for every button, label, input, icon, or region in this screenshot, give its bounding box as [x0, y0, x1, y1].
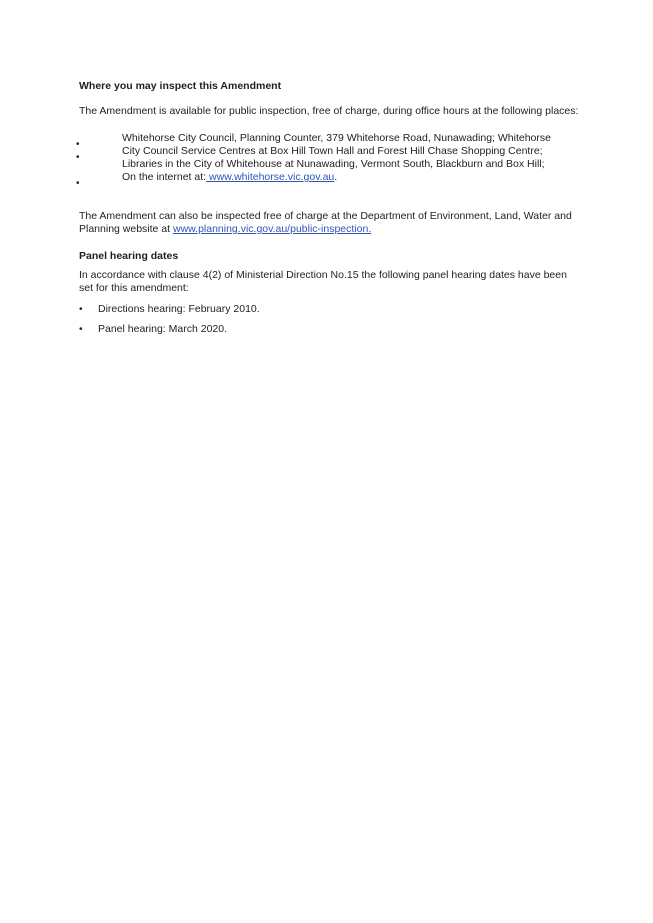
panel-dates-list [79, 303, 579, 336]
bullet-icon: • [76, 152, 80, 163]
places-line-3: Libraries in the City of Whitehouse at Nunawading, Vermont South, Blackburn and Box Hill; [122, 158, 545, 170]
internet-prefix: On the internet at: [122, 171, 207, 183]
places-line-2: City Council Service Centres at Box Hill Town Hall and Forest Hill Chase Shopping Centre; [122, 145, 543, 157]
inspect-intro: The Amendment is available for public inspection, free of charge, during office hours at the following places: [79, 105, 579, 117]
places-line-1: Whitehorse City Council, Planning Counter, 379 Whitehorse Road, Nunawading; Whitehorse [122, 132, 551, 144]
bullet-icon: • [79, 324, 83, 335]
planning-website-link[interactable]: www.planning.vic.gov.au/public-inspection. [172, 223, 372, 235]
inspect-heading: Where you may inspect this Amendment [79, 80, 282, 92]
document-content [76, 80, 579, 343]
list-item [79, 323, 579, 336]
list-item [79, 303, 579, 316]
bullet-icon: • [79, 304, 83, 315]
dept-paragraph [79, 210, 579, 236]
bullet-icon: • [76, 178, 80, 189]
internet-suffix: . [334, 171, 338, 183]
internet-line [122, 171, 582, 184]
panel-heading: Panel hearing dates [79, 250, 179, 262]
whitehorse-website-link[interactable]: www.whitehorse.vic.gov.au [206, 171, 335, 183]
bullet-icon: • [76, 139, 80, 150]
directions-hearing-date: Directions hearing: February 2010. [98, 303, 260, 315]
dept-text: The Amendment can also be inspected free of charge at the Department of Environment, Land, Water and Planning website at [79, 210, 572, 235]
panel-intro: In accordance with clause 4(2) of Ministerial Direction No.15 the following panel hearing dates have been set for this amendment: [79, 269, 567, 294]
panel-hearing-date: Panel hearing: March 2020. [98, 323, 227, 335]
inspection-places-list [76, 132, 579, 210]
